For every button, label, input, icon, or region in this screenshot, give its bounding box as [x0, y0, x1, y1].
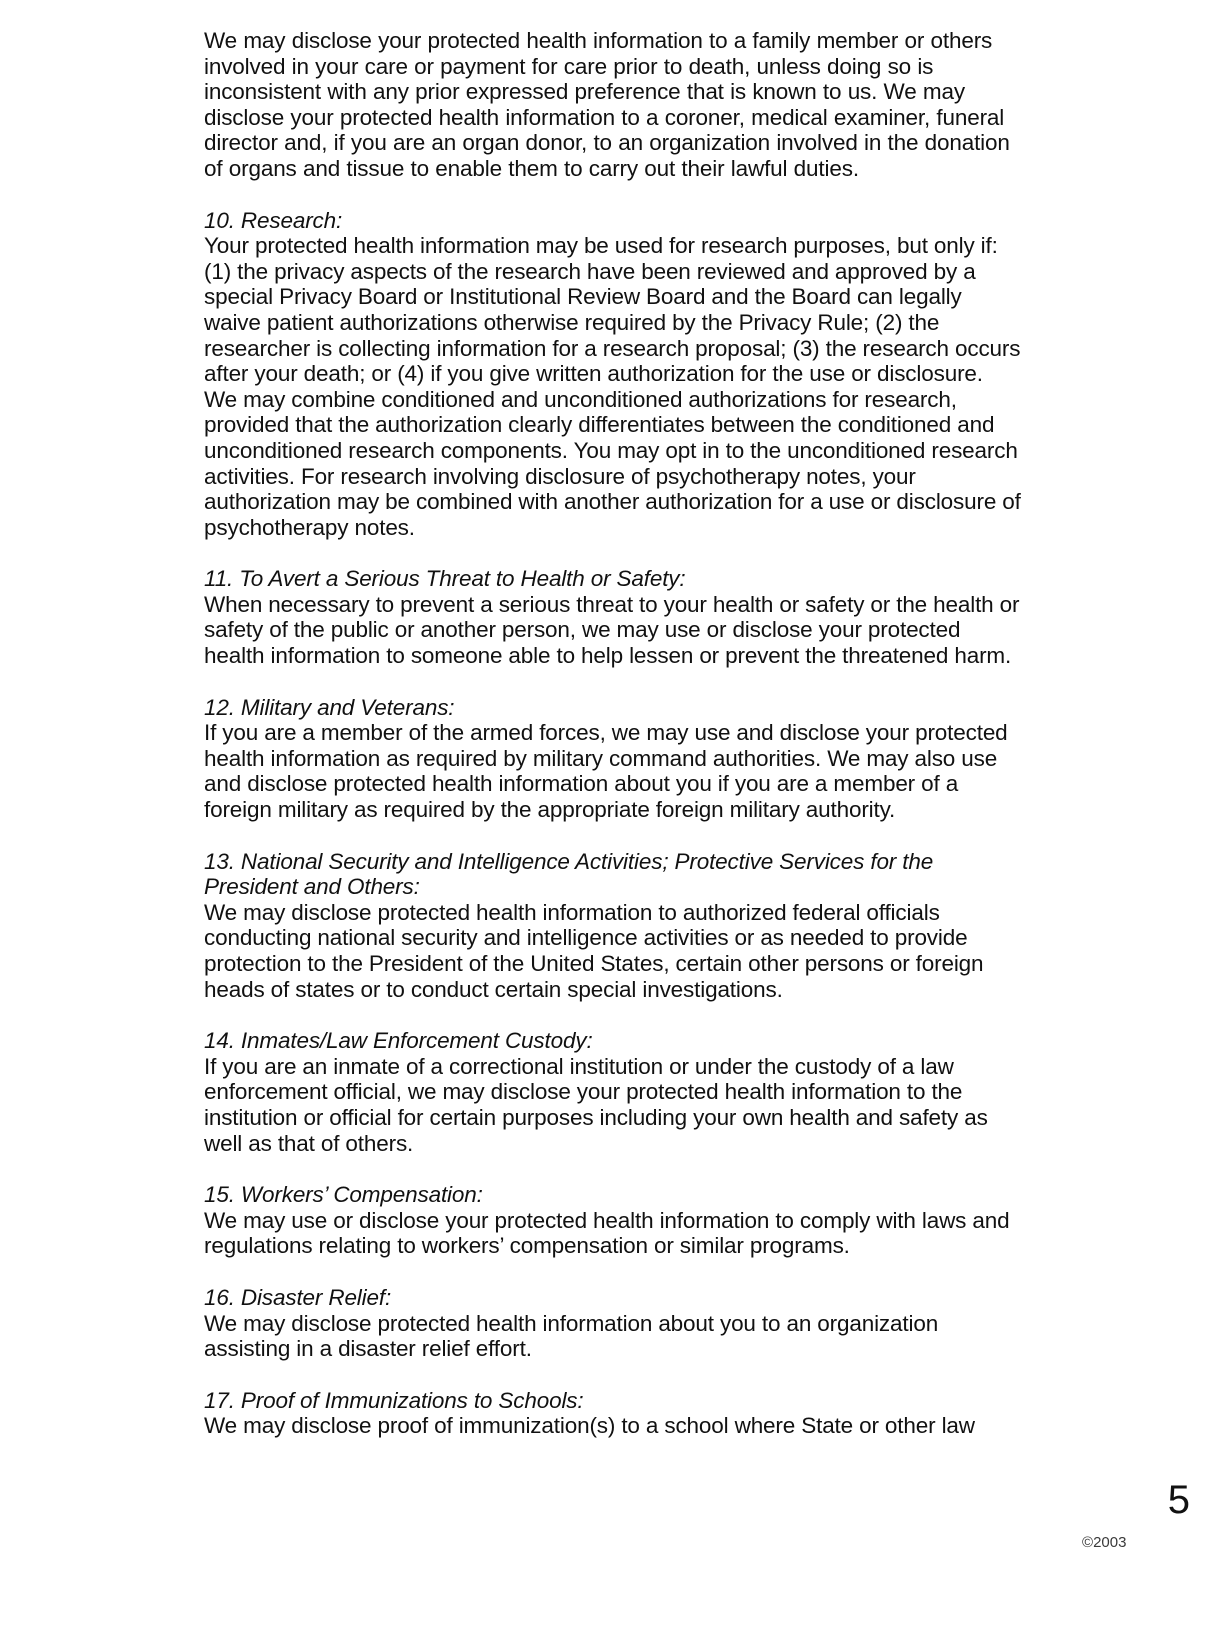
- section-body: We may use or disclose your protected health information to comply with laws and regulations relating to workers’ compensation or similar programs.: [204, 1207, 1010, 1259]
- page-number: 5: [1167, 1478, 1190, 1522]
- copyright-notice: [1082, 1534, 1126, 1551]
- intro-paragraph: We may disclose your protected health information to a family member or others involved in your care or payment for care prior to death, unless doing so is inconsistent with any prior expressed preference that is known to us. We may disclose your protected health information to a coroner, medical examiner, funeral director and, if you are an organ donor, to an organization involved in the donation of organs and tissue to enable them to carry out their lawful duties.: [204, 28, 1010, 181]
- section-15-workers-compensation: [204, 1182, 1022, 1259]
- section-body: Your protected health information may be used for research purposes, but only if: (1) the privacy aspects of the research have been reviewed and approved by a special Privacy Board or Institutional Review Board and the Board can legally waive patient authorizations otherwise required by the Privacy Rule; (2) the researcher is collecting information for a research proposal; (3) the research occurs after your death; or (4) if you give written authorization for the use or disclosure. We may combine conditioned and unconditioned authorizations for research, provided that the authorization clearly differentiates between the conditioned and unconditioned research components. You may opt in to the unconditioned research activities. For research involving disclosure of psychotherapy notes, your authorization may be combined with another authorization for a use or disclosure of psychotherapy notes.: [204, 233, 1021, 540]
- section-11-avert-serious-threat: [204, 566, 1022, 668]
- section-14-inmates-law-enforcement-custody: [204, 1028, 1022, 1156]
- section-body: We may disclose protected health information to authorized federal officials conducting national security and intelligence activities or as needed to provide protection to the President of the United States, certain other persons or foreign heads of states or to conduct certain special investigations.: [204, 899, 984, 1002]
- section-heading: 15. Workers’ Compensation:: [204, 1182, 483, 1208]
- section-body: We may disclose proof of immunization(s) to a school where State or other law: [204, 1413, 975, 1439]
- section-heading: 17. Proof of Immunizations to Schools:: [204, 1387, 584, 1413]
- section-body: When necessary to prevent a serious threat to your health or safety or the health or safety of the public or another person, we may use or disclose your protected health information to someone able to help lessen or prevent the threatened harm.: [204, 591, 1020, 669]
- copyright-icon: ©: [1082, 1534, 1094, 1551]
- section-heading: 12. Military and Veterans:: [204, 694, 455, 720]
- section-16-disaster-relief: [204, 1285, 1022, 1362]
- section-13-national-security: [204, 849, 1022, 1003]
- section-body: We may disclose protected health information about you to an organization assisting in a disaster relief effort.: [204, 1310, 939, 1362]
- section-heading: 10. Research:: [204, 207, 343, 233]
- intro-section: [204, 28, 1022, 182]
- section-17-proof-of-immunizations: [204, 1388, 1022, 1439]
- document-body: [204, 28, 1022, 1439]
- section-heading: 14. Inmates/Law Enforcement Custody:: [204, 1028, 593, 1054]
- section-heading: 16. Disaster Relief:: [204, 1284, 392, 1310]
- section-heading: 13. National Security and Intelligence Activities; Protective Services for the President and Others:: [204, 848, 934, 900]
- section-12-military-and-veterans: [204, 695, 1022, 823]
- copyright-year: 2003: [1093, 1534, 1127, 1551]
- section-heading: 11. To Avert a Serious Threat to Health or Safety:: [204, 566, 686, 592]
- section-10-research: [204, 208, 1022, 541]
- section-body: If you are a member of the armed forces, we may use and disclose your protected health information as required by military command authorities. We may also use and disclose protected health information about you if you are a member of a foreign military as required by the appropriate foreign military authority.: [204, 720, 1008, 823]
- section-body: If you are an inmate of a correctional institution or under the custody of a law enforcement official, we may disclose your protected health information to the institution or official for certain purposes including your own health and safety as well as that of others.: [204, 1053, 988, 1156]
